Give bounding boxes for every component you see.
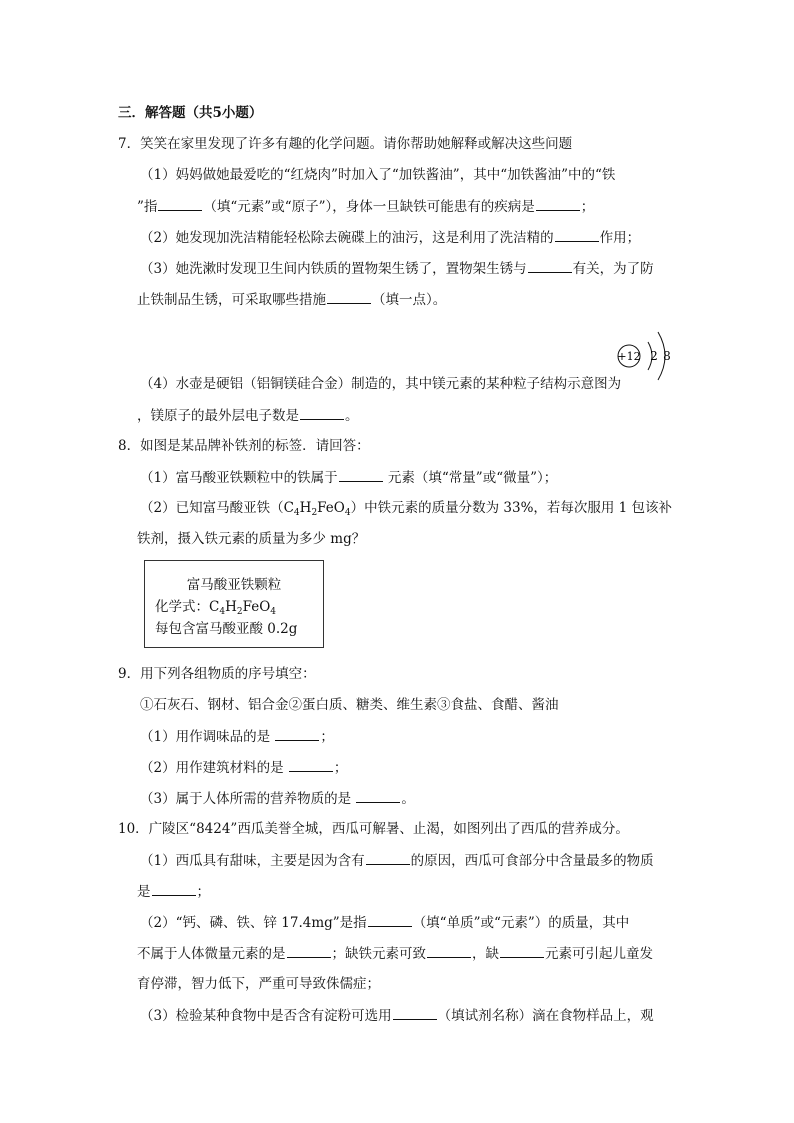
answer-blank[interactable]	[368, 912, 412, 927]
q7-text: （2）她发现加洗洁精能轻松除去碗碟上的油污，这是利用了洗洁精的	[140, 230, 554, 246]
q7-text: ，镁原子的最外层电子数是	[137, 408, 299, 424]
formula-subscript: 4	[219, 607, 226, 617]
label-text: 化学式：C	[155, 599, 220, 615]
q10-part1-line1	[140, 850, 654, 871]
q10-text: （3）检验某种食物中是否含有淀粉可选用	[140, 1008, 392, 1024]
formula-subscript: 2	[236, 607, 243, 617]
formula-subscript: 4	[293, 508, 300, 518]
q8-text: （1）富马酸亚铁颗粒中的铁属于	[140, 470, 338, 486]
label-text: H	[225, 599, 237, 615]
formula-subscript: 2	[311, 508, 318, 518]
q9-part2	[140, 757, 347, 778]
answer-blank[interactable]	[427, 943, 471, 958]
q10-text: 元素可引起儿童发	[545, 946, 653, 962]
q8-text: 元素（填“常量”或“微量”）；	[383, 470, 558, 486]
q8-text: H	[299, 500, 312, 516]
q10-part1-line2	[137, 881, 210, 902]
q7-text: （3）她洗漱时发现卫生间内铁质的置物架生锈了，置物架生锈与	[140, 261, 527, 277]
q9-text: ；	[320, 729, 334, 745]
answer-blank[interactable]	[275, 726, 319, 741]
q8-stem: 8．如图是某品牌补铁剂的标签．请回答：	[118, 438, 370, 454]
q9-stem: 9．用下列各组物质的序号填空：	[118, 666, 316, 682]
answer-blank[interactable]	[152, 881, 196, 896]
q7-part2	[140, 227, 640, 248]
q9-text: （1）用作调味品的是	[140, 729, 275, 745]
q10-part2-line1	[140, 912, 629, 933]
answer-blank[interactable]	[393, 1005, 437, 1020]
shell1-electrons: 2	[650, 349, 658, 363]
q8-text: ）中铁元素的质量分数为 33%，若每次服用 1 包该补	[350, 500, 673, 516]
q10-text: 的原因，西瓜可食部分中含量最多的物质	[410, 853, 654, 869]
q10-text: 是	[137, 884, 151, 900]
q9-text: （3）属于人体所需的营养物质的是	[140, 791, 356, 807]
answer-blank[interactable]	[500, 943, 544, 958]
answer-blank[interactable]	[356, 788, 400, 803]
atom-structure-diagram	[610, 318, 690, 394]
q7-stem: 7．笑笑在家里发现了许多有趣的化学问题。请你帮助她解释或解决这些问题	[118, 136, 573, 152]
q7-text: 。	[345, 408, 359, 424]
answer-blank[interactable]	[528, 258, 572, 273]
q7-text: 作用；	[599, 230, 641, 246]
answer-blank[interactable]	[327, 289, 371, 304]
q8-part1	[140, 467, 557, 488]
q10-text: 不属于人体微量元素的是	[137, 946, 286, 962]
q10-text: ，缺	[472, 946, 499, 962]
q9-text: （2）用作建筑材料的是	[140, 760, 288, 776]
q7-part3-line2	[137, 289, 446, 310]
section-title: 三．解答题（共5小题）	[118, 105, 263, 121]
q10-text: （填试剂名称）滴在食物样品上，观	[437, 1008, 654, 1024]
q9-text: ；	[333, 760, 348, 776]
q8-part2-line1	[140, 498, 672, 518]
label-title: 富马酸亚铁颗粒	[186, 577, 282, 593]
q10-text: （2）“钙、磷、铁、锌 17.4mg”是指	[140, 915, 367, 931]
q10-text: ；	[196, 884, 210, 900]
q9-options: ①石灰石、钢材、铝合金②蛋白质、糖类、维生素③食盐、食醋、酱油	[140, 697, 559, 713]
label-dose: 每包含富马酸亚酸 0.2g	[155, 621, 298, 637]
answer-blank[interactable]	[555, 227, 599, 242]
q7-text: （填“元素”或“原子”），身体一旦缺铁可能患有的疾病是	[203, 199, 535, 215]
q7-part1-line2	[137, 196, 594, 217]
q7-part3-line1	[140, 258, 654, 279]
q9-text: 。	[401, 791, 415, 807]
q10-stem: 10．广陵区“8424”西瓜美誉全城，西瓜可解暑、止渴，如图列出了西瓜的营养成分。	[118, 821, 629, 837]
q9-part3	[140, 788, 415, 809]
q10-text: （填“单质”或“元素”）的质量，其中	[412, 915, 630, 931]
q7-text: ”指	[137, 199, 158, 215]
shell2-electrons: 8	[663, 349, 671, 363]
q7-text: （填一点）。	[372, 292, 447, 308]
q7-part4-line1: （4）水壶是硬铝（铝铜镁硅合金）制造的，其中镁元素的某种粒子结构示意图为	[140, 376, 622, 392]
answer-blank[interactable]	[289, 757, 333, 772]
q7-text: 有关，为了防	[572, 261, 654, 277]
q7-text: 止铁制品生锈，可采取哪些措施	[137, 292, 326, 308]
nucleus-charge: +12	[617, 350, 641, 363]
q8-text: FeO	[317, 500, 345, 516]
q10-part2-line3: 育停滞，智力低下，严重可导致侏儒症；	[137, 976, 380, 992]
q7-text: ；	[580, 199, 595, 215]
q9-part1	[140, 726, 334, 747]
formula-subscript: 4	[344, 508, 351, 518]
q10-text: （1）西瓜具有甜味，主要是因为含有	[140, 853, 365, 869]
answer-blank[interactable]	[339, 467, 383, 482]
answer-blank[interactable]	[158, 196, 202, 211]
answer-blank[interactable]	[536, 196, 580, 211]
label-formula	[155, 597, 276, 617]
q10-part3-line1	[140, 1005, 654, 1026]
q7-part1-line1: （1）妈妈做她最爱吃的“红烧肉”时加入了“加铁酱油”，其中“加铁酱油”中的“铁	[140, 167, 616, 183]
q10-part2-line2	[137, 943, 653, 964]
answer-blank[interactable]	[287, 943, 331, 958]
answer-blank[interactable]	[366, 850, 410, 865]
q7-part4-line2	[137, 405, 359, 426]
q10-text: ；缺铁元素可致	[331, 946, 426, 962]
label-text: FeO	[242, 599, 271, 615]
q8-part2-line2: 铁剂，摄入铁元素的质量为多少 mg？	[137, 531, 366, 547]
formula-subscript: 4	[270, 607, 277, 617]
answer-blank[interactable]	[300, 405, 344, 420]
q8-text: （2）已知富马酸亚铁（C	[140, 500, 294, 516]
product-label-box	[144, 560, 324, 648]
